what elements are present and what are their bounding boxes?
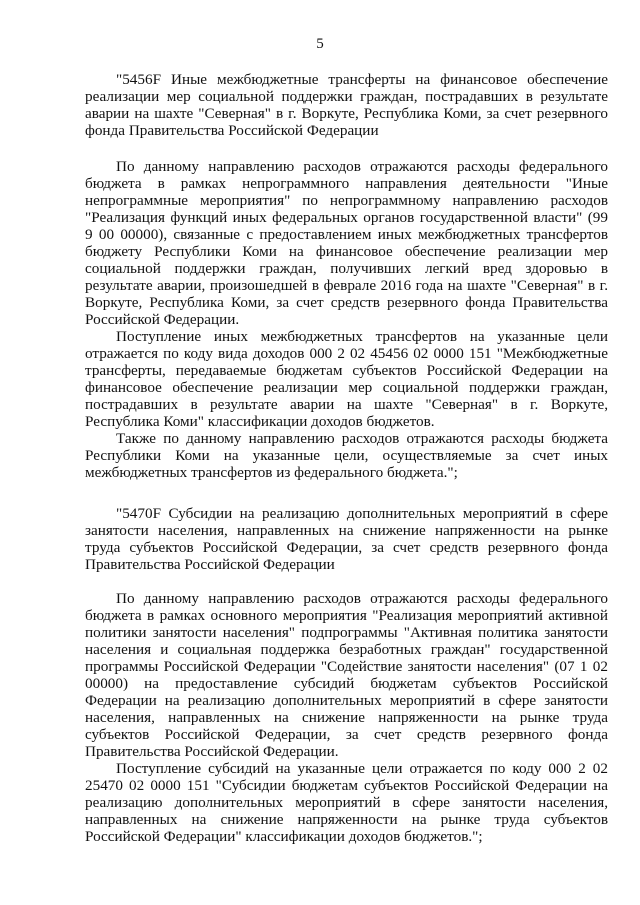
paragraph: Также по данному направлению расходов отражаются расходы бюджета Республики Коми на указанные цели, осуществляемые за счет иных межбюджетных трансфертов из федерального бюджета."; — [85, 430, 608, 481]
section-heading: "5470F Субсидии на реализацию дополнительных мероприятий в сфере занятости населения, направленных на снижение напряженности на рынке труда субъектов Российской Федерации, за счет средств резервного фонда Правительства Российской Федерации — [85, 505, 608, 573]
section-5456f-heading — [85, 71, 608, 139]
paragraph: Поступление иных межбюджетных трансфертов на указанные цели отражается по коду вида доходов 000 2 02 45456 02 0000 151 "Межбюджетные трансферты, передаваемые бюджетам субъектов Российской Федерации на финансовое обеспечение реализации мер социальной поддержки граждан, пострадавших в результате аварии на шахте "Северная" в г. Воркуте, Республика Коми" классификации доходов бюджетов. — [85, 328, 608, 430]
page-number: 5 — [316, 36, 324, 52]
paragraph: По данному направлению расходов отражаются расходы федерального бюджета в рамках непрограммного направления деятельности "Иные непрограммные мероприятия" по непрограммному направлению расходов "Реализация функций иных федеральных органов государственной власти" (99 9 00 00000), связанные с предоставлением иных межбюджетных трансфертов бюджету Республики Коми на финансовое обеспечение реализации мер социальной поддержки граждан, получивших легкий вред здоровью в результате аварии, произошедшей в феврале 2016 года на шахте "Северная" в г. Воркуте, Республика Коми, за счет средств резервного фонда Правительства Российской Федерации. — [85, 158, 608, 328]
section-5470f-heading — [85, 505, 608, 573]
section-5456f-body — [85, 158, 608, 481]
paragraph: По данному направлению расходов отражаются расходы федерального бюджета в рамках основного мероприятия "Реализация мероприятий активной политики занятости населения" подпрограммы "Активная политика занятости населения и социальная поддержка безработных граждан" государственной программы Российской Федерации "Содействие занятости населения" (07 1 02 00000) на предоставление субсидий бюджетам субъектов Российской Федерации на реализацию дополнительных мероприятий в сфере занятости населения, направленных на снижение напряженности на рынке труда субъектов Российской Федерации, за счет средств резервного фонда Правительства Российской Федерации. — [85, 590, 608, 760]
section-heading: "5456F Иные межбюджетные трансферты на финансовое обеспечение реализации мер социальной поддержки граждан, пострадавших в результате аварии на шахте "Северная" в г. Воркуте, Республика Коми, за счет резервного фонда Правительства Российской Федерации — [85, 71, 608, 139]
section-5470f-body — [85, 590, 608, 845]
paragraph: Поступление субсидий на указанные цели отражается по коду 000 2 02 25470 02 0000 151 "Субсидии бюджетам субъектов Российской Федерации на реализацию дополнительных мероприятий в сфере занятости населения, направленных на снижение напряженности на рынке труда субъектов Российской Федерации" классификации доходов бюджетов."; — [85, 760, 608, 845]
